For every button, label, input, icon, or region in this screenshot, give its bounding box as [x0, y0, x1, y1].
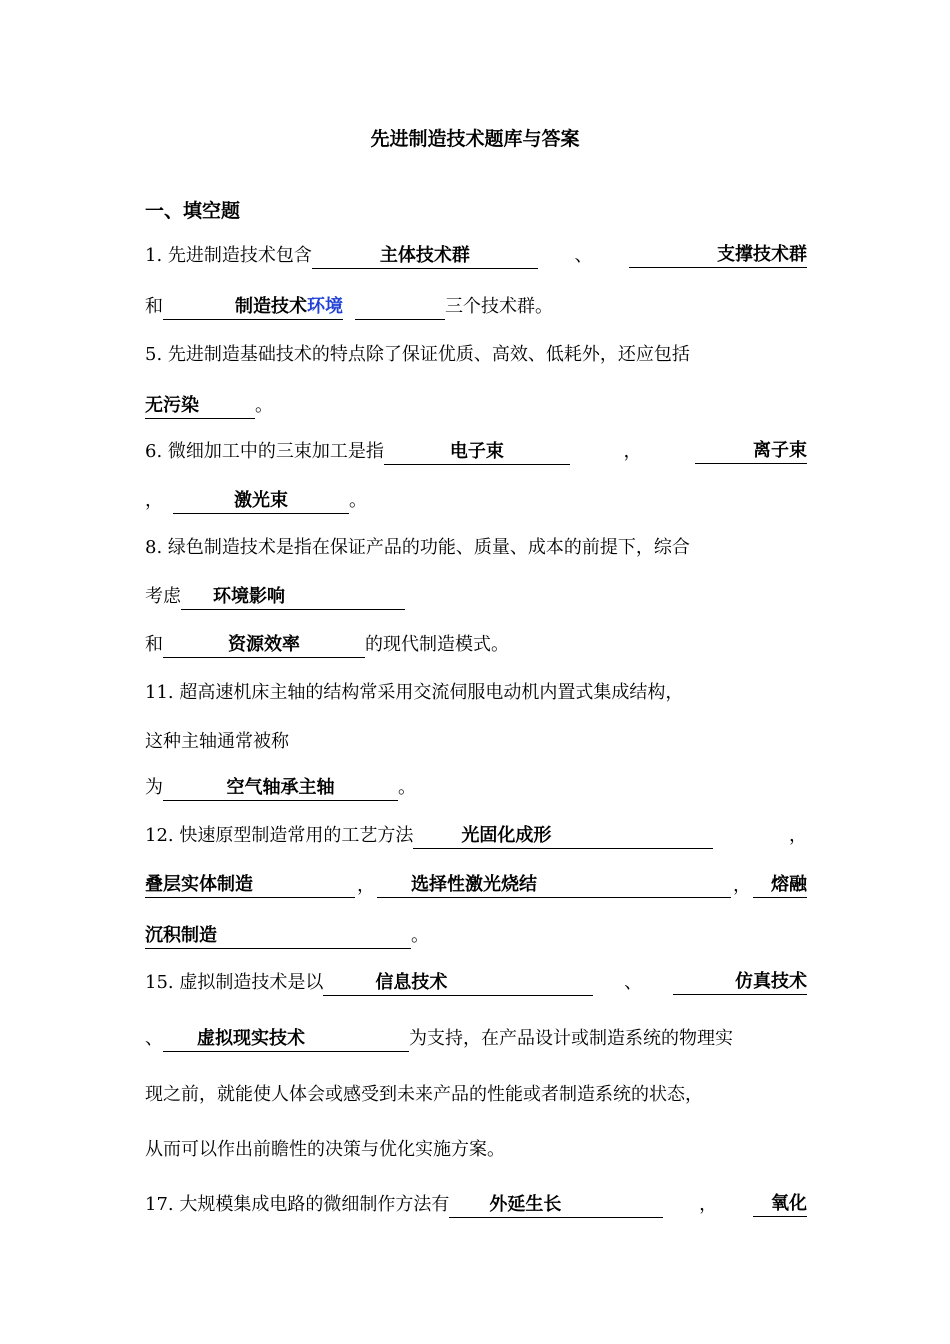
answer-blank: 环境影响	[181, 585, 405, 610]
answer-blank: 激光束	[173, 489, 349, 514]
question-6-line-2: ， 激光束 。	[145, 488, 367, 514]
question-5-line-2: 无污染 。	[145, 393, 273, 419]
section-heading: 一、填空题	[145, 200, 241, 222]
question-12-line-3: 沉积制造 。	[145, 923, 429, 949]
question-8-line-3: 和 资源效率 的现代制造模式。	[145, 632, 509, 658]
page-title: 先进制造技术题库与答案	[370, 128, 580, 150]
answer-blank: 支撑技术群	[629, 243, 807, 268]
answer-blank: 离子束	[695, 439, 807, 464]
question-8-line-2: 考虑 环境影响	[145, 584, 405, 610]
question-11-line-3: 为 空气轴承主轴 。	[145, 775, 416, 801]
answer-blank: 无污染	[145, 394, 255, 419]
answer-blank: 仿真技术	[673, 970, 807, 995]
answer-blank: 制造技术环境	[163, 295, 343, 320]
answer-blank: 熔融	[753, 873, 807, 898]
answer-blank: 光固化成形	[413, 824, 713, 849]
answer-blank: 信息技术	[323, 971, 593, 996]
question-17-line-1: 17. 大规模集成电路的微细制作方法有 外延生长 ， 氧化	[145, 1192, 807, 1218]
question-6-line-1: 6. 微细加工中的三束加工是指 电子束 ， 离子束	[145, 439, 807, 465]
question-5-line-1: 5. 先进制造基础技术的特点除了保证优质、高效、低耗外，还应包括	[145, 344, 690, 365]
question-11-line-2: 这种主轴通常被称	[145, 731, 289, 752]
question-12-line-1: 12. 快速原型制造常用的工艺方法 光固化成形 ，	[145, 823, 807, 849]
answer-blank: 资源效率	[163, 633, 365, 658]
question-1-line-2: 和 制造技术环境 三个技术群。	[145, 294, 553, 320]
question-1-line-1: 1. 先进制造技术包含 主体技术群 、 支撑技术群	[145, 243, 807, 269]
answer-blank-extension	[355, 295, 445, 320]
answer-blank: 虚拟现实技术	[163, 1027, 409, 1052]
answer-blank: 氧化	[753, 1192, 807, 1217]
answer-blank: 电子束	[384, 440, 570, 465]
answer-blank: 空气轴承主轴	[163, 776, 398, 801]
answer-blank: 沉积制造	[145, 924, 411, 949]
question-8-line-1: 8. 绿色制造技术是指在保证产品的功能、质量、成本的前提下，综合	[145, 537, 690, 558]
question-15-line-4: 从而可以作出前瞻性的决策与优化实施方案。	[145, 1139, 505, 1160]
question-15-line-1: 15. 虚拟制造技术是以 信息技术 、 仿真技术	[145, 970, 807, 996]
answer-blank: 叠层实体制造	[145, 873, 355, 898]
question-12-line-2: 叠层实体制造 ， 选择性激光烧结 ， 熔融	[145, 874, 807, 896]
question-15-line-2: 、 虚拟现实技术 为支持，在产品设计或制造系统的物理实	[145, 1026, 733, 1052]
question-15-line-3: 现之前，就能使人体会或感受到未来产品的性能或者制造系统的状态，	[145, 1084, 703, 1105]
question-11-line-1: 11. 超高速机床主轴的结构常采用交流伺服电动机内置式集成结构，	[145, 682, 684, 703]
answer-blank: 选择性激光烧结	[377, 873, 731, 898]
answer-blank: 主体技术群	[312, 244, 538, 269]
answer-blank: 外延生长	[449, 1193, 663, 1218]
